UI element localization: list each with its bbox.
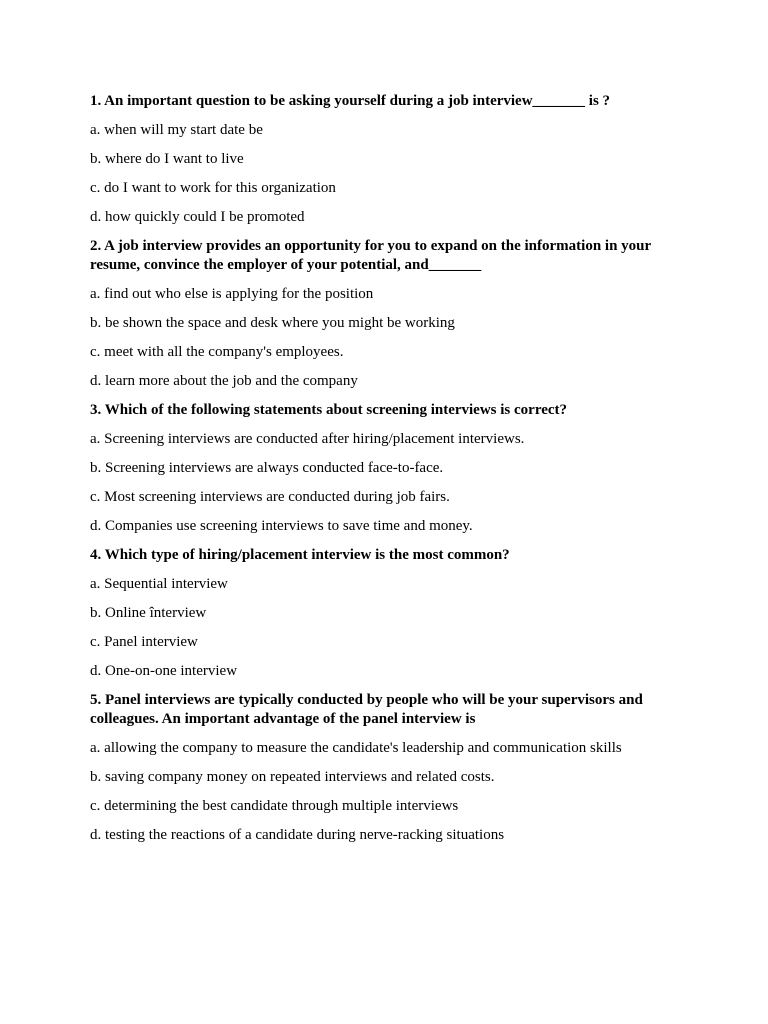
question-3-option-a: a. Screening interviews are conducted after hiring/placement interviews. — [90, 431, 525, 447]
question-3-option-c: c. Most screening interviews are conducted during job fairs. — [90, 489, 450, 505]
question-4-option-c: c. Panel interview — [90, 634, 198, 650]
question-1-option-d: d. how quickly could I be promoted — [90, 209, 305, 225]
question-1-option-b: b. where do I want to live — [90, 151, 244, 167]
question-1-text: 1. An important question to be asking yourself during a job interview_______ is ? — [90, 93, 611, 109]
question-5-text: 5. Panel interviews are typically conducted by people who will be your supervisors and colleagues. An important advantage of the panel interview is — [90, 692, 643, 727]
question-block-1 — [90, 92, 690, 227]
question-5-option-c: c. determining the best candidate through multiple interviews — [90, 798, 459, 814]
quiz-document — [90, 92, 690, 855]
question-5-option-d: d. testing the reactions of a candidate during nerve-racking situations — [90, 827, 505, 843]
question-5-option-b: b. saving company money on repeated interviews and related costs. — [90, 769, 495, 785]
question-2-text: 2. A job interview provides an opportunity for you to expand on the information in your resume, convince the employer of your potential, and_______ — [90, 238, 651, 273]
question-2-option-d: d. learn more about the job and the company — [90, 373, 358, 389]
question-4-option-b: b. Online înterview — [90, 605, 207, 621]
question-4-option-a: a. Sequential interview — [90, 576, 228, 592]
question-3-option-b: b. Screening interviews are always conducted face-to-face. — [90, 460, 444, 476]
question-3-text: 3. Which of the following statements about screening interviews is correct? — [90, 402, 568, 418]
question-5-option-a: a. allowing the company to measure the candidate's leadership and communication skills — [90, 740, 622, 756]
question-2-option-c: c. meet with all the company's employees. — [90, 344, 344, 360]
question-3-option-d: d. Companies use screening interviews to save time and money. — [90, 518, 473, 534]
question-4-option-d: d. One-on-one interview — [90, 663, 238, 679]
question-block-5 — [90, 691, 690, 845]
question-1-option-a: a. when will my start date be — [90, 122, 263, 138]
question-2-option-a: a. find out who else is applying for the position — [90, 286, 374, 302]
question-2-option-b: b. be shown the space and desk where you might be working — [90, 315, 455, 331]
question-block-2 — [90, 237, 690, 391]
question-4-text: 4. Which type of hiring/placement interview is the most common? — [90, 547, 510, 563]
question-1-option-c: c. do I want to work for this organization — [90, 180, 336, 196]
question-block-3 — [90, 401, 690, 536]
question-block-4 — [90, 546, 690, 681]
